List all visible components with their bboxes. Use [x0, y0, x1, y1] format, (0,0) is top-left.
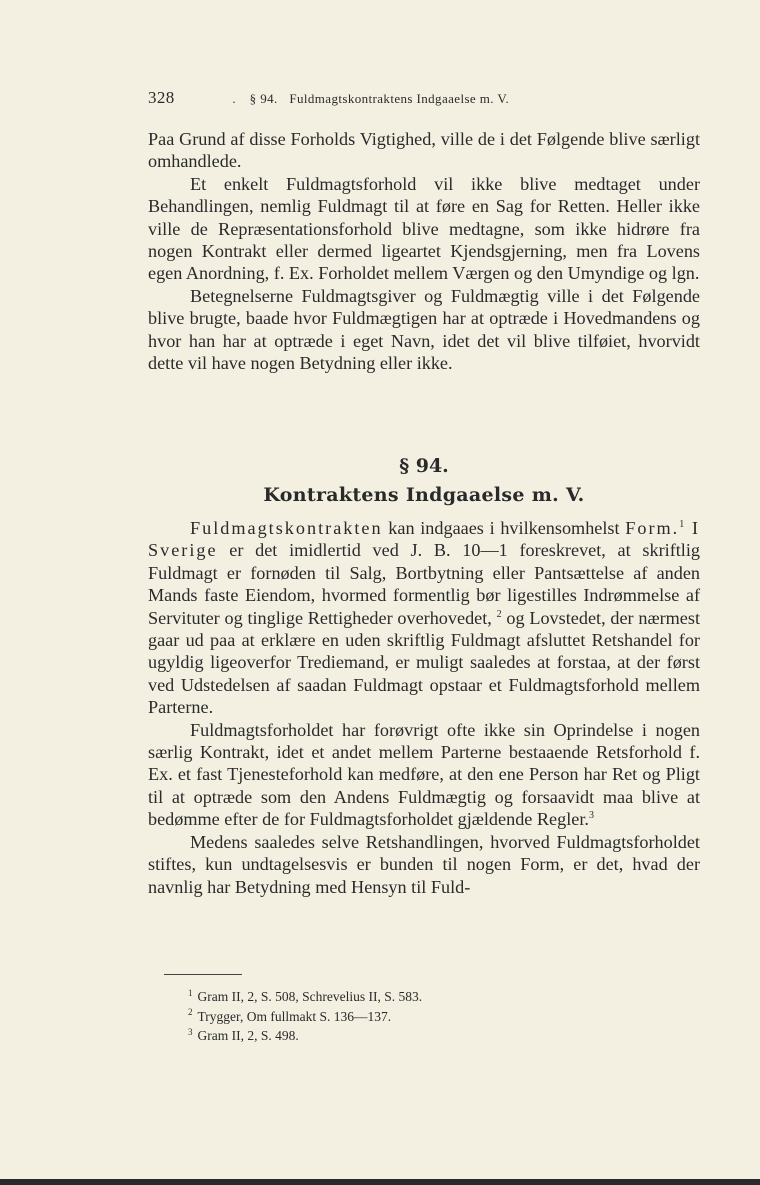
header-section: § 94.	[249, 91, 278, 106]
section-title: Kontraktens Indgaaelse m. V.	[263, 484, 585, 506]
footnote	[188, 1026, 422, 1046]
emphasized-term: Fuldmagtskontrakten	[190, 518, 383, 538]
running-title: Fuldmagtskontraktens Indgaaelse m. V.	[289, 91, 510, 106]
footnote-text: Gram II, 2, S. 508, Schrevelius II, S. 583.	[197, 989, 423, 1004]
text-span: er det imidlertid ved J. B. 10—1 foreskrevet, at skriftlig Fuldmagt er fornøden til Salg, Bortbytning eller Pantsættelse af anden Mands faste Eiendom, hvormed formentlig bør ligestilles Indrømmelse af Servituter og tinglige Rettigheder overhovedet,	[148, 540, 700, 628]
footnote	[188, 1007, 422, 1027]
paragraph	[148, 517, 700, 719]
footnote	[188, 987, 422, 1007]
emphasized-term: Form.	[625, 518, 680, 538]
text-span: kan indgaaes i hvilkensomhelst	[382, 518, 626, 538]
footnote-mark: 1	[188, 987, 193, 998]
text-block-section	[148, 517, 700, 898]
header-mark: .	[232, 91, 237, 106]
emphasized-term: I Sverige	[148, 518, 700, 561]
text-span: og Lovstedet, der nærmest gaar ud paa at erklære en uden skriftlig Fuldmagt afsluttet Retshandel for ugyldig ligeoverfor Trediemand, er muligt saaledes at forstaa, at der først ved Udstedelsen af saadan Fuldmagt opstaar et Fuldmagtsforhold mellem Parterne.	[148, 607, 701, 718]
footnote-ref: 1	[679, 518, 685, 530]
text-span: Fuldmagtsforholdet har forøvrigt ofte ikke sin Oprindelse i nogen særlig Kontrakt, idet et andet mellem Parterne bestaaende Retsforhold f. Ex. et fast Tjenesteforhold kan medføre, at den ene Person har Ret og Pligt til at optræde som den Andens Fuldmægtig og forsaavidt maa blive at bedømme efter de for Fuldmagtsforholdet gjældende Regler.	[148, 719, 700, 830]
text-block-intro	[148, 128, 700, 374]
section-number: § 94.	[399, 455, 449, 477]
footnote-divider	[164, 974, 242, 975]
footnote-text: Trygger, Om fullmakt S. 136—137.	[197, 1008, 392, 1024]
paragraph: Et enkelt Fuldmagtsforhold vil ikke blive medtaget under Behandlingen, nemlig Fuldmagt til at føre en Sag for Retten. Heller ikke ville de Repræsentationsforhold blive medtagne, som ikke hidrøre fra nogen Kontrakt eller dermed ligeartet Kjendsgjerning, men fra Lovens egen Anordning, f. Ex. Forholdet mellem Værgen og den Umyndige og lgn.	[148, 173, 700, 284]
paragraph	[148, 719, 700, 831]
footnote-ref: 2	[496, 608, 502, 620]
footnotes	[188, 987, 422, 1046]
footnote-mark: 3	[188, 1026, 193, 1037]
footnote-ref: 3	[588, 810, 594, 822]
footnote-text: Gram II, 2, S. 498.	[197, 1028, 299, 1043]
running-header	[148, 88, 618, 108]
page-number: 328	[148, 88, 175, 107]
paragraph: Betegnelserne Fuldmagtsgiver og Fuldmægtig ville i det Følgende blive brugte, baade hvor Fuldmægtigen har at optræde i Hovedmandens og hvor han har at optræde i eget Navn, idet det vil blive tilføiet, hvorvidt dette vil have nogen Betydning eller ikke.	[148, 285, 700, 374]
footnote-mark: 2	[188, 1007, 193, 1017]
paragraph: Paa Grund af disse Forholds Vigtighed, ville de i det Følgende blive særligt omhandlede.	[148, 129, 700, 172]
paragraph: Medens saaledes selve Retshandlingen, hvorved Fuldmagtsforholdet stiftes, kun undtagelsesvis er bunden til nogen Form, er det, hvad der navnlig har Betydning med Hensyn til Fuld-	[148, 831, 700, 897]
